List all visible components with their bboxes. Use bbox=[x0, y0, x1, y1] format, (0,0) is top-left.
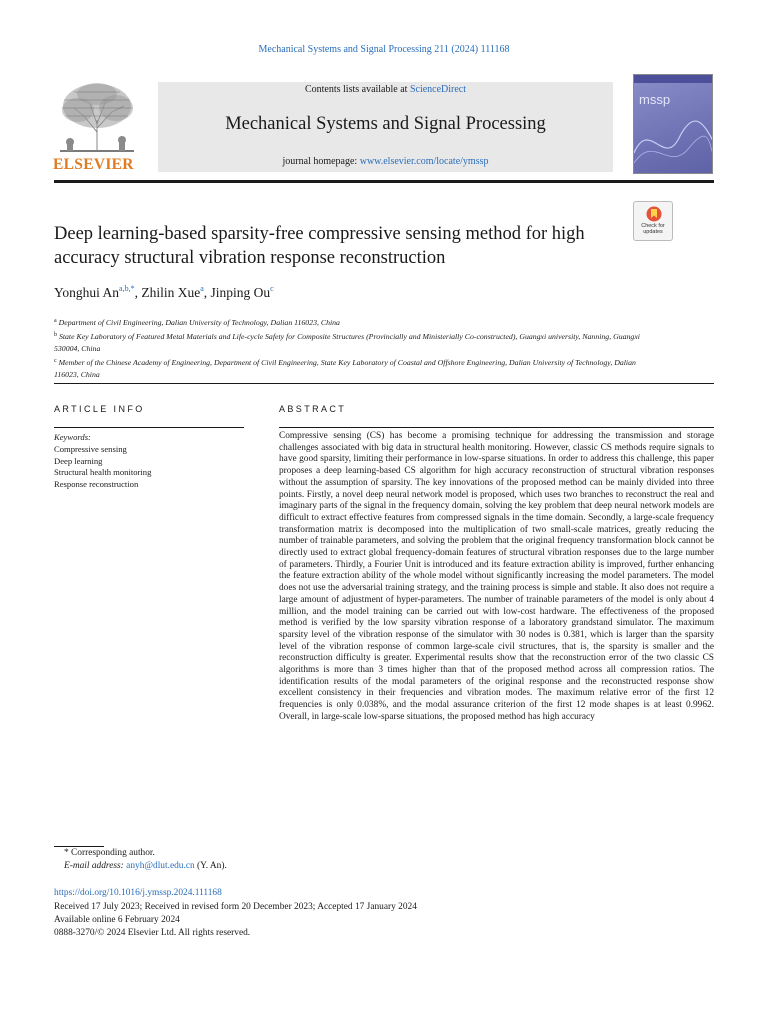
journal-masthead bbox=[158, 82, 613, 172]
abstract-heading: ABSTRACT bbox=[279, 404, 347, 414]
copyright-line: 0888-3270/© 2024 Elsevier Ltd. All rights reserved. bbox=[54, 928, 251, 938]
doi-link[interactable]: https://doi.org/10.1016/j.ymssp.2024.111168 bbox=[54, 888, 222, 898]
author-name[interactable]: Yonghui An bbox=[54, 285, 120, 300]
affiliations bbox=[54, 315, 654, 381]
affiliation-mark: b bbox=[54, 332, 57, 338]
keywords-label: Keywords: bbox=[54, 432, 91, 442]
corresponding-author-note: * Corresponding author. bbox=[64, 848, 155, 858]
email-label: E-mail address: bbox=[64, 861, 124, 871]
affiliation-text: Member of the Chinese Academy of Engineering, Department of Civil Engineering, State Key Laboratory of Coastal and Offshore Engineering, Dalian University of Technology, Dalian 116023, China bbox=[54, 358, 636, 379]
received-dates: Received 17 July 2023; Received in revised form 20 December 2023; Accepted 17 January 2024 bbox=[54, 902, 417, 912]
keyword-item[interactable]: Compressive sensing bbox=[54, 443, 127, 454]
sciencedirect-link[interactable]: ScienceDirect bbox=[409, 84, 467, 95]
email-link[interactable]: anyh@dlut.edu.cn bbox=[126, 861, 195, 871]
homepage-link[interactable]: www.elsevier.com/locate/ymssp bbox=[359, 156, 489, 167]
contents-prefix: Contents lists available at bbox=[304, 84, 410, 95]
section-divider bbox=[54, 383, 714, 384]
author-name[interactable]: Jinping Ou bbox=[210, 285, 271, 300]
affiliation-item bbox=[54, 315, 654, 329]
abstract-rule bbox=[279, 427, 714, 428]
affiliation-item bbox=[54, 329, 654, 355]
cover-wave-graphic bbox=[634, 113, 713, 173]
author-list: Yonghui $An^{a,b,*}$, Zhilin Xue$^a$, Jinping Ou$^c$ bbox=[54, 284, 274, 300]
publisher-wordmark[interactable]: ELSEVIER bbox=[53, 156, 134, 173]
article-info-heading: ARTICLE INFO bbox=[54, 404, 145, 414]
homepage-line bbox=[158, 156, 613, 167]
abstract-text: Compressive sensing (CS) has become a promising technique for addressing the transmission and storage challenges associated with big data in structural health monitoring. However, classic CS methods require signals to have good sparsity, limiting their performance in low-sparse situations. In order to address this challenge, this paper proposes a deep learning-based CS algorithm for high accuracy reconstruction of structural vibration responses without the assumption of sparsity. The key innovations of the proposed method can be mainly divided into three points. Firstly, a novel deep neural network model is proposed, which uses two branches to reconstruct the real and imaginary parts of the signal in the frequency domain, solving the key problem that deep neural network models are difficult to extract effective features from compressed signals in the time domain. Secondly, a large-scale frequency transformation matrix is decomposed into the multiplication of two small-scale matrices, greatly reducing the number of trainable parameters, and solving the problem that the original frequency transformation block cannot be directly used to extract global frequency-domain features of structural vibration responses due to the large number of parameters. Thirdly, a Fourier Unit is introduced and its feature extraction ability is improved, further enhancing the feature extraction ability of the whole model without significantly increasing the model parameters. The model does not use the adversarial training strategy, and the training process is simple and stable. It also does not require a large amount of adjustment of hyper-parameters. The number of trainable parameters of the model is only about 4 million, and the model training can be carried out with low-cost hardware. The effectiveness of the proposed method is verified by the low sparsity vibration response of a laboratory grandstand simulator. The maximum sparsity level of the vibration response of the simulator with 30 nodes is 0.381, which is larger than the sparsity level of the vibration response of common large-scale civil structures, that is, the sparsity is smaller and the reconstruction difficulty is greater. Experimental results show that the reconstruction error of the two classic CS algorithms is more than 3 times higher than that of the proposed method across all compression ratios. The identification results of the modal parameters of the original response and the reconstructed response show excellent consistency in their frequencies and vibration modes. The maximum relative error of the first 12 frequencies is only 0.038%, and the modal assurance criterion of the first 12 mode shapes is at least 0.9962. Overall, in large-scale low-sparse situations, the proposed method has high accuracy bbox=[279, 431, 714, 722]
article-info-rule bbox=[54, 427, 244, 428]
affiliation-text: Department of Civil Engineering, Dalian University of Technology, Dalian 116023, China bbox=[58, 318, 340, 327]
email-footnote bbox=[64, 861, 227, 871]
bookmark-icon bbox=[646, 206, 662, 222]
contents-line bbox=[158, 84, 613, 95]
author-name[interactable]: Zhilin Xue bbox=[141, 285, 201, 300]
footnote-rule bbox=[54, 846, 104, 847]
keywords-block bbox=[54, 432, 254, 491]
check-for-updates-label: Check for updates bbox=[641, 223, 665, 235]
paper-title: Deep learning-based sparsity-free compressive sensing method for high accuracy structural vibration response reconstruction bbox=[54, 224, 585, 268]
cover-label: mssp bbox=[639, 92, 671, 107]
author-affiliation-mark[interactable]: a,b,* bbox=[119, 284, 135, 293]
homepage-prefix: journal homepage: bbox=[282, 156, 360, 167]
keyword-item[interactable]: Response reconstruction bbox=[54, 479, 139, 490]
journal-reference-link[interactable]: Mechanical Systems and Signal Processing 211 (2024) 111168 bbox=[258, 44, 510, 55]
keyword-item[interactable]: Structural health monitoring bbox=[54, 467, 152, 478]
affiliation-mark: c bbox=[54, 358, 57, 364]
email-suffix: (Y. An). bbox=[197, 861, 227, 871]
affiliation-item bbox=[54, 355, 654, 381]
affiliation-mark: a bbox=[54, 318, 57, 324]
keyword-item[interactable]: Deep learning bbox=[54, 455, 103, 466]
author-affiliation-mark[interactable]: a bbox=[200, 284, 204, 293]
check-for-updates-button[interactable] bbox=[633, 201, 673, 241]
available-online-date: Available online 6 February 2024 bbox=[54, 915, 180, 925]
author-affiliation-mark[interactable]: c bbox=[270, 284, 274, 293]
header-divider bbox=[54, 180, 714, 183]
journal-cover-image[interactable] bbox=[633, 74, 713, 174]
affiliation-text: State Key Laboratory of Featured Metal Materials and Life-cycle Safety for Composite Structures (Provincially and Ministerially Co-constructed), Guangxi university, Nanning, Guangxi 530004, China bbox=[54, 332, 640, 353]
journal-name: Mechanical Systems and Signal Processing bbox=[225, 114, 546, 134]
